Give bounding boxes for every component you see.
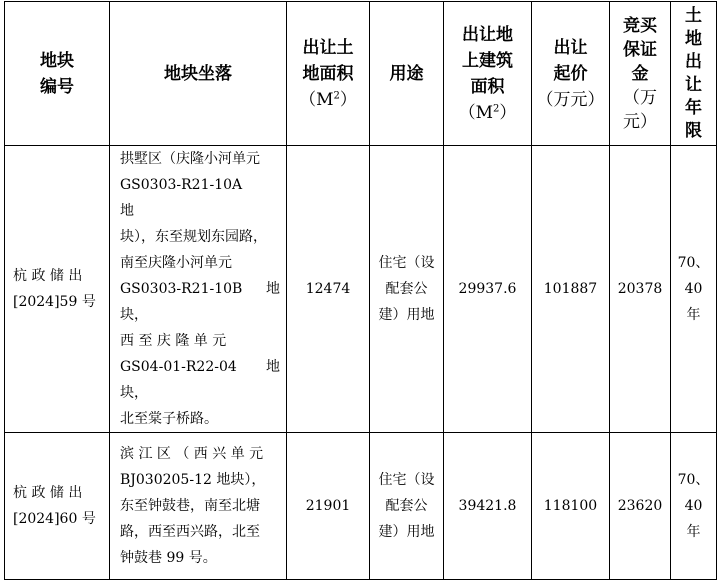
location-cell: 滨 江 区 （ 西 兴 单 元 BJ030205-12 地块）， 东至钟鼓巷，南至北塘 路，西至西兴路，北至 钟鼓巷 99 号。 bbox=[110, 433, 287, 580]
parcel-id-cell: 杭 政 储 出 [2024]60 号 bbox=[5, 433, 110, 580]
header-start-price: 出让 起价 （万元） bbox=[532, 2, 610, 146]
building-area-cell: 29937.6 bbox=[444, 146, 532, 433]
table-row bbox=[5, 146, 717, 433]
usage-cell: 住宅（设 配套公 建）用地 bbox=[370, 433, 444, 580]
building-area-cell: 39421.8 bbox=[444, 433, 532, 580]
header-land-area: 出让土 地面积 $(M^2)$ bbox=[287, 2, 370, 146]
header-term: 土 地 出 让 年 限 bbox=[671, 2, 717, 146]
table-row bbox=[5, 433, 717, 580]
header-usage: 用途 bbox=[370, 2, 444, 146]
header-building-area: 出让地 上建筑 面积 $(M^2)$ bbox=[444, 2, 532, 146]
term-cell: 70、 40 年 bbox=[671, 146, 717, 433]
term-cell: 70、 40 年 bbox=[671, 433, 717, 580]
usage-cell: 住宅（设 配套公 建）用地 bbox=[370, 146, 444, 433]
parcel-id-cell: 杭 政 储 出 [2024]59 号 bbox=[5, 146, 110, 433]
header-deposit: 竞买 保证 金 （万 元） bbox=[610, 2, 671, 146]
land-auction-table bbox=[4, 1, 717, 580]
header-row bbox=[5, 2, 717, 146]
header-parcel-no: 地块 编号 bbox=[5, 2, 110, 146]
location-cell: 拱墅区（庆隆小河单元 GS0303-R21-10A 地 块），东至规划东园路， 南至庆隆小河单元 GS0303-R21-10B 地块， 西 至 庆 隆 单 元 GS04-01-R22-04 地块， 北至棠子桥路。 bbox=[110, 146, 287, 433]
deposit-cell: 20378 bbox=[610, 146, 671, 433]
start-price-cell: 101887 bbox=[532, 146, 610, 433]
land-area-cell: 12474 bbox=[287, 146, 370, 433]
land-area-cell: 21901 bbox=[287, 433, 370, 580]
header-location: 地块坐落 bbox=[110, 2, 287, 146]
deposit-cell: 23620 bbox=[610, 433, 671, 580]
start-price-cell: 118100 bbox=[532, 433, 610, 580]
